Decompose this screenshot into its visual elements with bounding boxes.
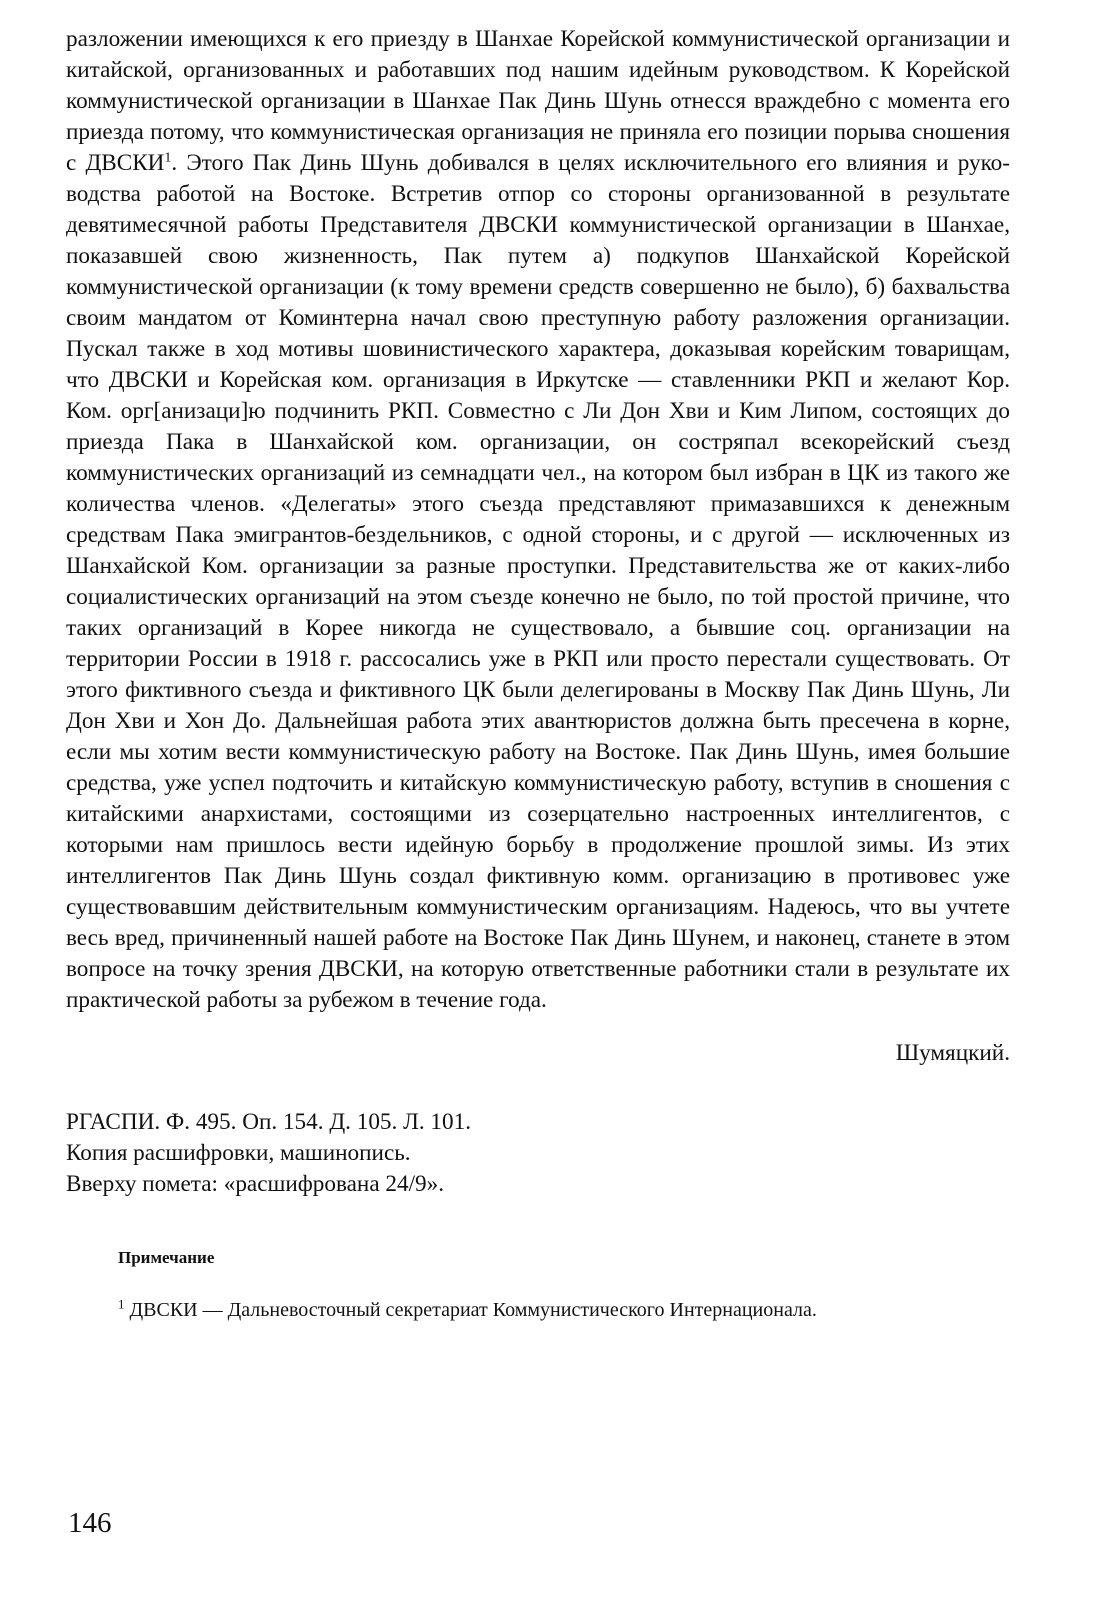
footnote-marker: 1 — [118, 1296, 125, 1312]
footnote — [118, 1296, 1010, 1324]
archive-line-copy-type: Копия расшифровки, машинопись. — [66, 1140, 411, 1166]
letter-body — [66, 24, 1010, 1016]
document-page — [66, 24, 1010, 1324]
page-number: 146 — [68, 1507, 112, 1539]
letter-body-part-1: разложении имеющихся к его приезду в Шанхае Корейской коммунистической организации и китайской, организованных и работавших под нашим идейным руководством. К Корейской коммунистической организации в Шанхае Пак Динь Шунь отнесся враждебно с момента его приезда потому, что коммунистическая организация не приняла его позиции порыва сношения с ДВСКИ — [66, 26, 1010, 176]
archive-reference — [66, 1107, 1010, 1200]
signature: Шумяцкий. — [895, 1040, 1010, 1066]
archive-line-source: РГАСПИ. Ф. 495. Оп. 154. Д. 105. Л. 101. — [66, 1109, 472, 1135]
footnote-text: ДВСКИ — Дальневосточный секретариат Коммунистического Интернационала. — [124, 1299, 817, 1321]
footnote-reference[interactable]: 1 — [164, 150, 172, 166]
note-heading: Примечание — [118, 1248, 215, 1267]
letter-body-part-2: . Этого Пак Динь Шунь добивался в целях исключительного его влияния и руководства работой на Востоке. Встретив отпор со стороны организованной в результате девятимесячной работы Представителя ДВСКИ коммунистической организации в Шанхае, показавшей свою жизненность, Пак путем а) подкупов Шанхайской Корейской коммунистической организации (к тому времени средств совершенно не было), б) бахвальства своим мандатом от Коминтерна начал свою преступную работу разложения организации. Пускал также в ход мотивы шовинистического характера, доказывая корейским товарищам, что ДВСКИ и Корейская ком. организация в Иркутске — ставленники РКП и желают Кор. Ком. орг[анизаци]ю подчинить РКП. Совместно с Ли Дон Хви и Ким Липом, состоящих до приезда Пака в Шанхайской ком. организации, он состряпал всекорейский съезд коммунистических организаций из семнадцати чел., на котором был избран в ЦК из такого же количества членов. «Делегаты» этого съезда представляют примазавшихся к денежным средствам Пака эмигрантов-бездельников, с одной стороны, и с другой — исключенных из Шанхайской Ком. организации за разные проступки. Представительства же от каких-либо социалистических организаций на этом съезде конечно не было, по той простой причине, что таких организаций в Корее никогда не существовало, а бывшие соц. организации на территории России в 1918 г. рассосались уже в РКП или просто перестали существовать. От этого фиктивного съезда и фиктивного ЦК были делегированы в Москву Пак Динь Шунь, Ли Дон Хви и Хон До. Дальнейшая работа этих авантюристов должна быть пресечена в корне, если мы хотим вести коммунистическую работу на Востоке. Пак Динь Шунь, имея большие средства, уже успел подточить и китайскую коммунистическую работу, вступив в сношения с китайскими анархистами, состоящими из созерцательно настроенных интеллигентов, с которыми нам пришлось вести идейную борьбу в продолжение прошлой зимы. Из этих интеллигентов Пак Динь Шунь создал фиктивную комм. организацию в противовес уже существовавшим действительным коммунистическим организациям. Надеюсь, что вы учтете весь вред, причиненный нашей работе на Востоке Пак Динь Шунем, и наконец, станете в этом вопросе на точку зрения ДВСКИ, на которую ответственные работники стали в результате их практической работы за рубежом в течение года. — [66, 150, 1011, 1013]
archive-line-mark: Вверху помета: «расшифрована 24/9». — [66, 1171, 445, 1197]
